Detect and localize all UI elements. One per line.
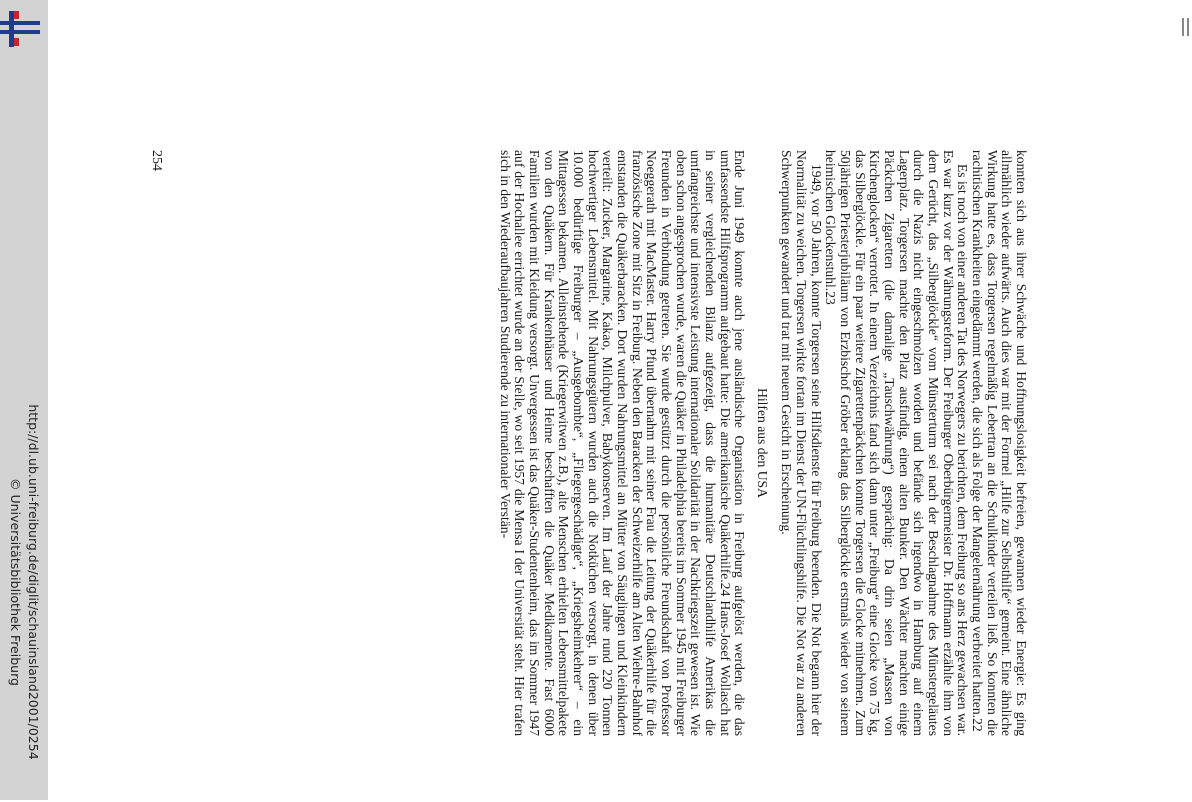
scanned-page	[148, 150, 1028, 736]
section-heading: Hilfen aus den USA	[754, 388, 770, 498]
provenance-text	[0, 0, 48, 800]
paragraph: 1949, vor 50 Jahren, konnte Torgersen seine Hilfsdienste für Freiburg beenden. Die Not begann hier der Normalität zu weichen. Torgersen wirkte fortan im Dienst der UN-Flüchtlingshilfe. Die Not war zu anderen Schwerpunkten gewandert und trat mit neuem Gesicht in Erscheinung.	[779, 150, 824, 736]
text-column	[148, 150, 1028, 736]
page-number: 254	[149, 150, 164, 171]
source-url[interactable]: http://dl.ub.uni-freiburg.de/diglit/schauinsland2001/0254	[26, 404, 41, 760]
copyright-notice: © Universitätsbibliothek Freiburg	[8, 478, 23, 686]
paragraph: konnten sich aus ihrer Schwäche und Hoffnungslosigkeit befreien, gewannen wieder Energie: Es ging allmählich wieder aufwärts. Auch dies war mit der Formel „Hilfe zur Selbsthilfe“ gemeint. Eine ähnliche Wirkung hatte es, dass Torgersen regelmäßig Lebertran an die Schulkinder verteilen ließ. So konnten die rachitischen Krankheiten eingedämmt werden, die sich als Folge der Mangelernährung verbreitet hatten.22	[970, 150, 1029, 736]
scan-edge	[1180, 0, 1192, 800]
paragraph: Ende Juni 1949 konnte auch jene ausländische Organisation in Freiburg aufgelöst werden, die das umfassendste Hilfsprogramm aufgebaut hatte: Die amerikanische Quäkerhilfe.24 Hans-Josef Wollasch hat in seiner vergleichenden Bilanz aufgezeigt, dass die humanitäre Deutschlandhilfe Amerikas die umfangreichste und intensivste Leistung internationaler Solidarität in der Nachkriegszeit gewesen ist. Wie oben schon angesprochen wurde, waren die Quäker in Philadelphia bereits im Sommer 1945 mit Freiburger Freunden in Verbindung getreten. Sie wurde gestützt durch die persönliche Freundschaft von Professor Noeggerath mit MacMaster. Harry Pfund übernahm mit seiner Frau die Leitung der Quäkerhilfe für die französische Zone mit Sitz in Freiburg. Neben den Baracken der Schweizerhilfe am Alten Wiehre-Bahnhof entstanden die Quäkerbaracken. Dort wurden Nahrungsmittel an Mütter von Säuglingen und Kleinkindern verteilt: Zucker, Margarine, Kakao, Milchpulver, Babykonserven. Im Lauf der Jahre rund 220 Tonnen hochwertiger Lebensmittel. Mit Nahrungsgütern wurden auch die Notküchen versorgt, in denen über 10.000 bedürftige Freiburger – „Ausgebombte“, „Fliegergeschädigte“, „Kriegsheimkehrer“ – ein Mittagessen bekamen. Alleinstehende (Kriegerwitwen z.B.), alte Menschen erhielten Lebensmittelpakete von den Quäkern. Für Krankenhäuser und Heime beschafften die Quäker Medikamente. Fast 6000 Familien wurden mit Kleidung versorgt. Unvergessen ist das Quäker-Studentenheim, das im Sommer 1947 auf der Hochallee errichtet wurde an der Stelle, wo seit 1957 die Mensa I der Universität steht. Hier trafen sich in den Wiederaufbaujahren Studierende zu internationaler Verstän-	[497, 150, 748, 736]
paragraph: Es ist noch von einer anderen Tat des Norwegers zu berichten, dem Freiburg so ans Herz gewachsen war. Es war kurz vor der Währungsreform. Der Freiburger Oberbürgermeister Dr. Hoffmann erzählte ihm von dem Gerücht, das „Silberglöckle“ vom Münsterturm sei nach der Beschlagnahme des Münstergeläutes durch die Nazis nicht eingeschmolzen worden und befände sich irgendwo in Hamburg auf einem Lagerplatz. Torgersen machte den Platz ausfindig, einen alten Bunker. Den Wächter machten einige Päckchen Zigaretten (die damalige „Tauschwährung“) gesprächig: Da drin seien „Massen von Kirchenglocken“ verrottet. In einem Verzeichnis fand sich dann unter „Freiburg“ eine Glocke von 75 kg, das Silberglöckle. Für ein paar weitere Zigarettenpäckchen konnte Torgersen die Glocke mitnehmen. Zum 50jährigen Priesterjubiläum von Erzbischof Gröber erklang das Silberglöckle erstmals wieder von seinem heimischen Glockenstuhl.23	[823, 150, 971, 736]
